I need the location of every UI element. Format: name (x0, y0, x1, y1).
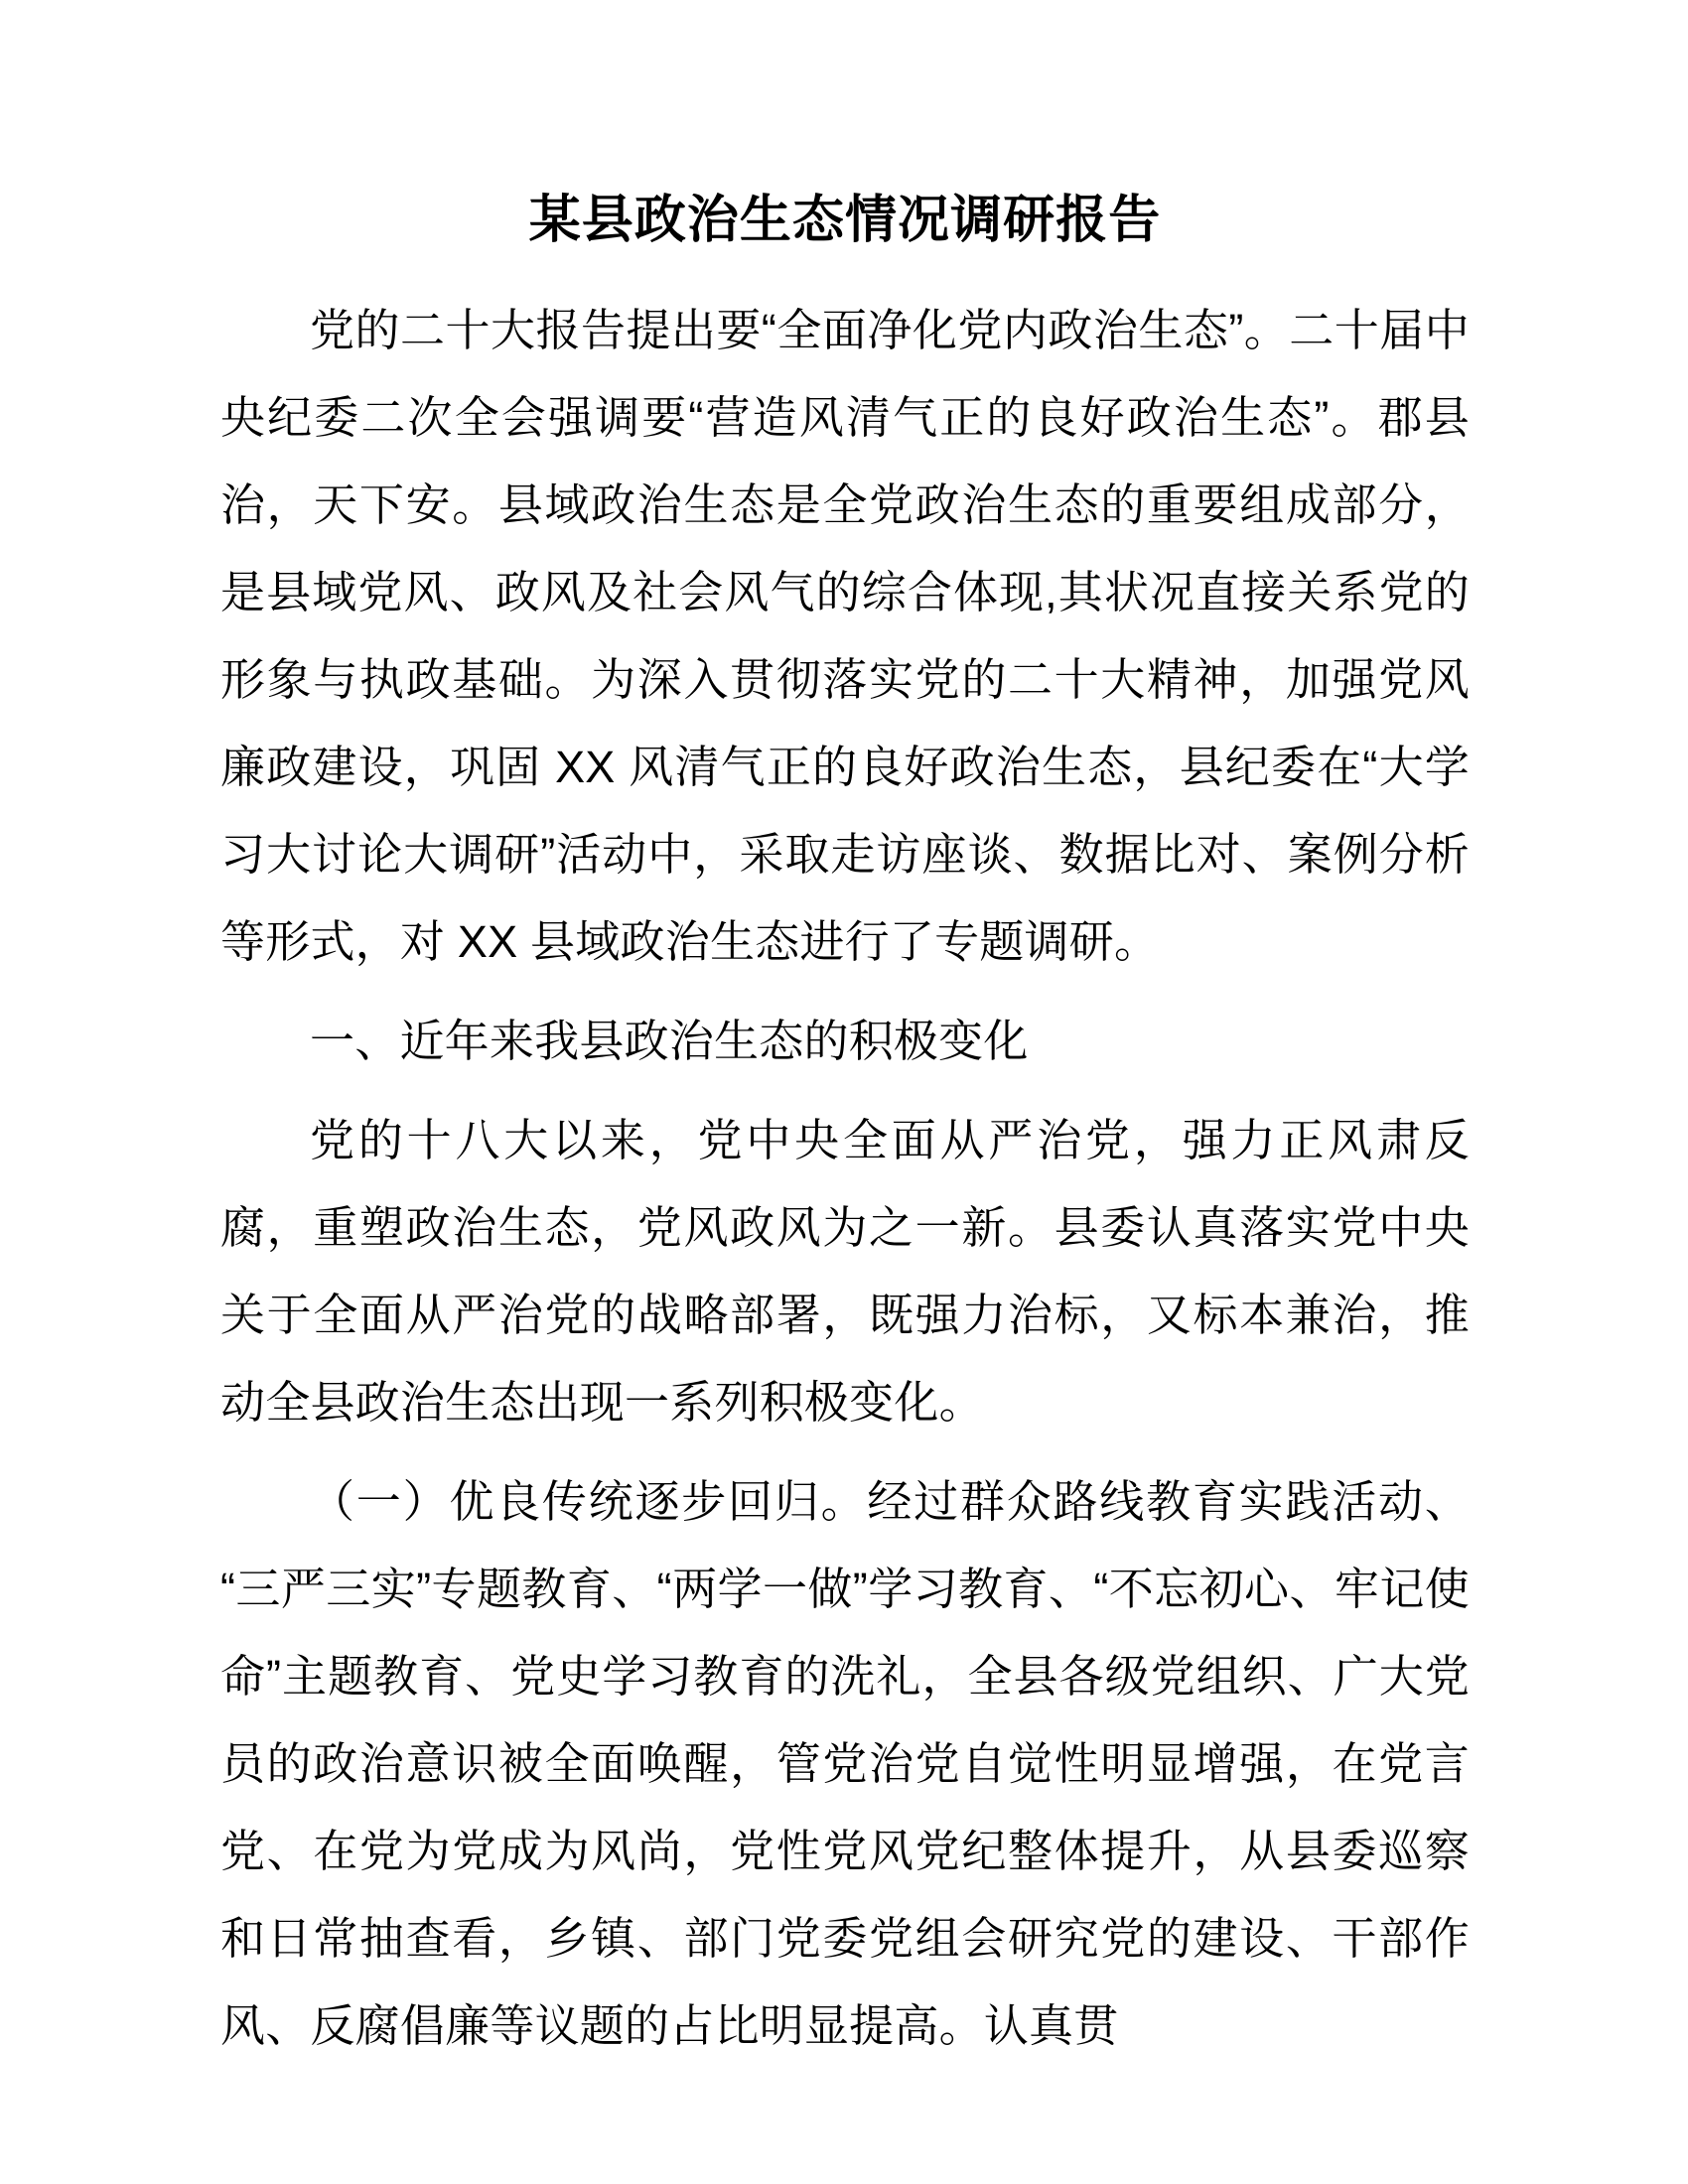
page-title: 某县政治生态情况调研报告 (528, 192, 1162, 249)
document-content (220, 0, 1470, 2070)
paragraph-intro: 党的二十大报告提出要“全面净化党内政治生态”。二十届中央纪委二次全会强调要“营造风清气正的良好政治生态”。郡县治，天下安。县域政治生态是全党政治生态的重要组成部分，是县域党风、政风及社会风气的综合体现,其状况直接关系党的形象与执政基础。为深入贯彻落实党的二十大精神，加强党风廉政建设，巩固 XX 风清气正的良好政治生态，县纪委在“大学习大讨论大调研”活动中，采取走访座谈、数据比对、案例分析等形式，对 XX 县域政治生态进行了专题调研。 (220, 305, 1470, 967)
section-heading-1: 一、近年来我县政治生态的积极变化 (310, 1016, 1029, 1066)
paragraph-section-1-body: 党的十八大以来，党中央全面从严治党，强力正风肃反腐，重塑政治生态，党风政风为之一新。县委认真落实党中央关于全面从严治党的战略部署，既强力治标，又标本兼治，推动全县政治生态出现一系列积极变化。 (220, 1115, 1470, 1428)
paragraph-section-1-item-1: （一）优良传统逐步回归。经过群众路线教育实践活动、“三严三实”专题教育、“两学一做”学习教育、“不忘初心、牢记使命”主题教育、党史学习教育的洗礼，全县各级党组织、广大党员的政治意识被全面唤醒，管党治党自觉性明显增强，在党言党、在党为党成为风尚，党性党风党纪整体提升，从县委巡察和日常抽查看，乡镇、部门党委党组会研究党的建设、干部作风、反腐倡廉等议题的占比明显提高。认真贯 (220, 1476, 1470, 2051)
